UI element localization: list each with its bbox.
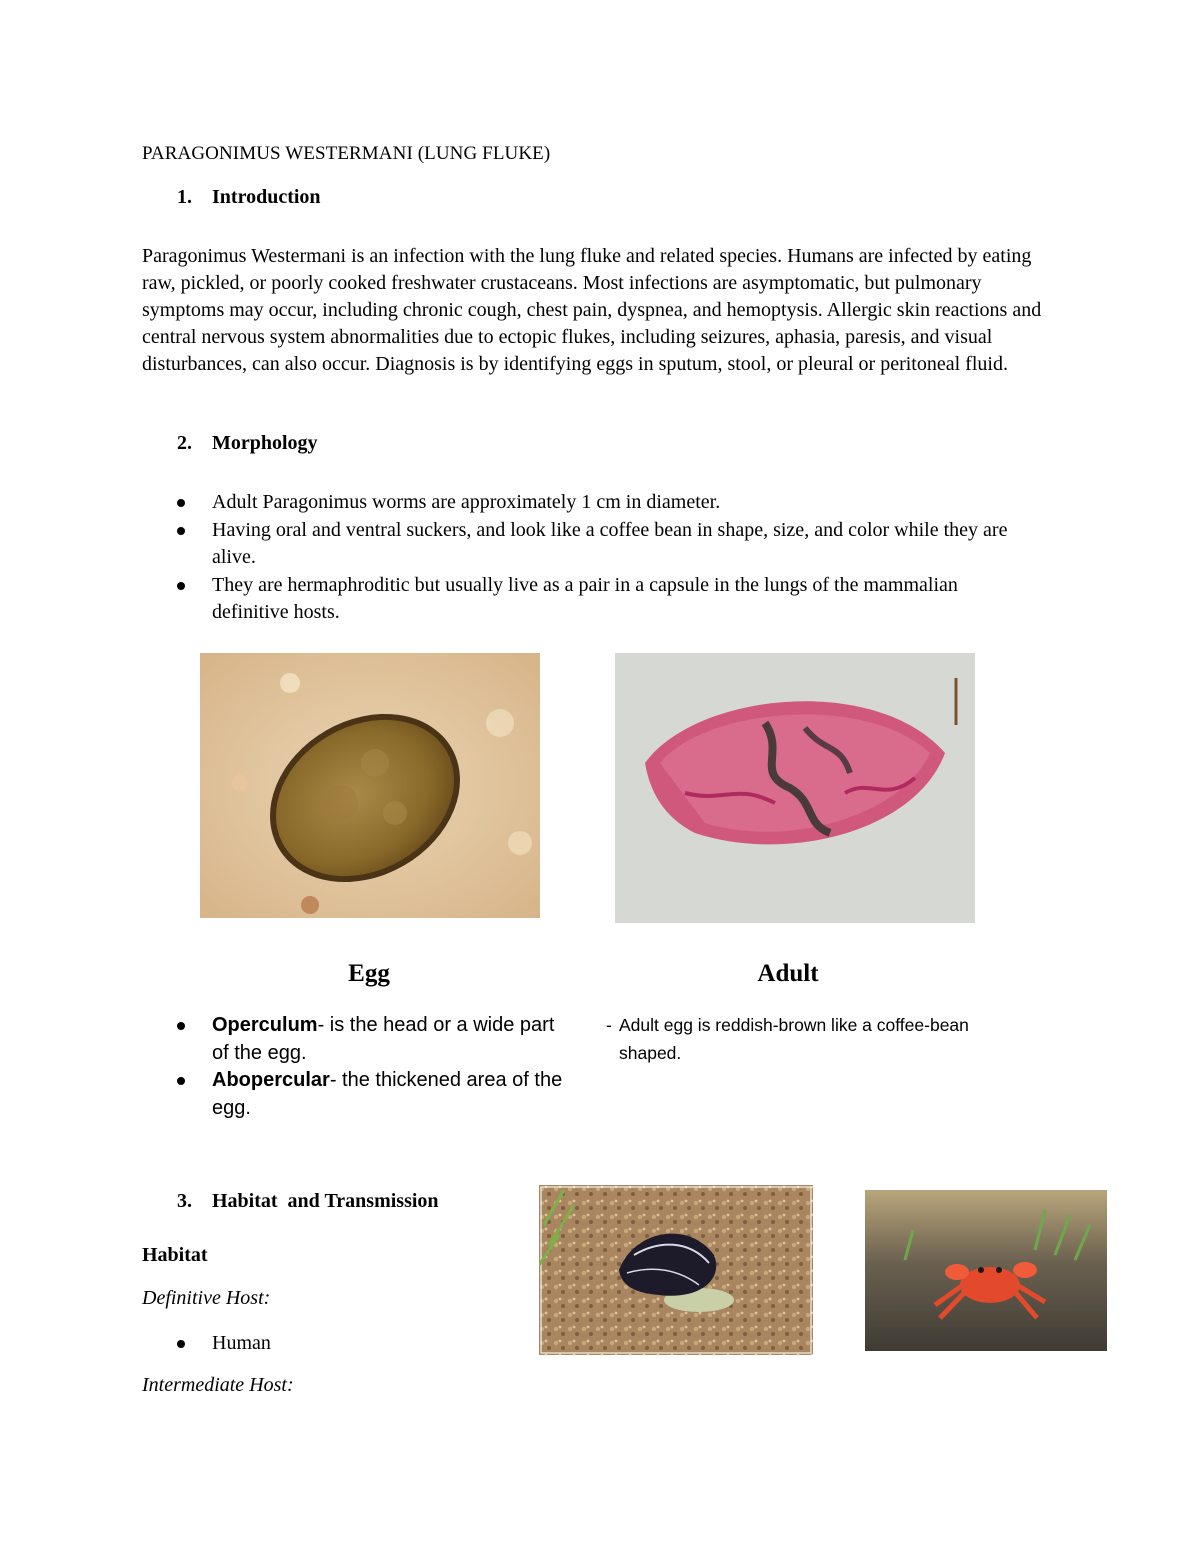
intro-paragraph xyxy=(142,243,1052,378)
section-intro-heading xyxy=(0,186,1200,214)
section-morphology-heading xyxy=(0,432,1200,460)
egg-notes-list xyxy=(142,1012,572,1122)
crab-image xyxy=(865,1190,1107,1351)
bullet-icon xyxy=(177,1077,185,1085)
term: Abopercular xyxy=(212,1069,330,1091)
bullet-icon xyxy=(177,1022,185,1030)
adult-note-text: Adult egg is reddish-brown like a coffee-bean shaped. xyxy=(619,1015,969,1063)
snail-image xyxy=(539,1185,813,1355)
section-habitat-heading xyxy=(0,1190,520,1218)
egg-caption: Egg xyxy=(348,960,390,987)
intro-text: Paragonimus Westermani is an infection with the lung fluke and related species. Humans are infected by eating raw, pickled, or poorly cooked freshwater crustaceans. Most infections are asymptomatic, but pulmonary symptoms may occur, including chronic cough, chest pain, dyspnea, and hemoptysis. Allergic skin reactions and central nervous system abnormalities due to ectopic flukes, including seizures, aphasia, paresis, and visual disturbances, can also occur. Diagnosis is by identifying eggs in sputum, stool, or pleural or peritoneal fluid. xyxy=(142,245,1042,375)
definitive-host-list xyxy=(142,1330,542,1358)
section-title: Introduction xyxy=(212,186,321,208)
bullet-icon xyxy=(177,1340,185,1348)
list-item: Abopercular- the thickened area of the egg. xyxy=(142,1067,572,1122)
bullet-icon xyxy=(177,527,185,535)
list-item: Human xyxy=(142,1330,542,1358)
list-item: Having oral and ventral suckers, and look like a coffee bean in shape, size, and color while they are alive. xyxy=(142,517,1022,572)
list-item: They are hermaphroditic but usually live as a pair in a capsule in the lungs of the mammalian definitive hosts. xyxy=(142,572,1022,627)
bullet-icon xyxy=(177,499,185,507)
morphology-list xyxy=(142,489,1022,627)
section-number: 3. xyxy=(177,1190,192,1212)
adult-note xyxy=(606,1012,1036,1067)
adult-caption: Adult xyxy=(757,960,819,987)
document-title: PARAGONIMUS WESTERMANI (LUNG FLUKE) xyxy=(142,143,551,164)
definitive-host-label: Definitive Host: xyxy=(142,1287,271,1309)
section-title: Morphology xyxy=(212,432,318,454)
section-number: 2. xyxy=(177,432,192,454)
dash-marker: - xyxy=(606,1015,612,1035)
term: Operculum xyxy=(212,1014,318,1036)
section-title: Habitat and Transmission xyxy=(212,1190,439,1212)
egg-micrograph-image xyxy=(200,653,540,918)
habitat-subheading: Habitat xyxy=(142,1244,208,1266)
section-number: 1. xyxy=(177,186,192,208)
adult-fluke-image xyxy=(615,653,975,923)
bullet-icon xyxy=(177,582,185,590)
intermediate-host-label: Intermediate Host: xyxy=(142,1374,294,1396)
list-item: Adult Paragonimus worms are approximately 1 cm in diameter. xyxy=(142,489,1022,517)
list-item: Operculum- is the head or a wide part of the egg. xyxy=(142,1012,572,1067)
